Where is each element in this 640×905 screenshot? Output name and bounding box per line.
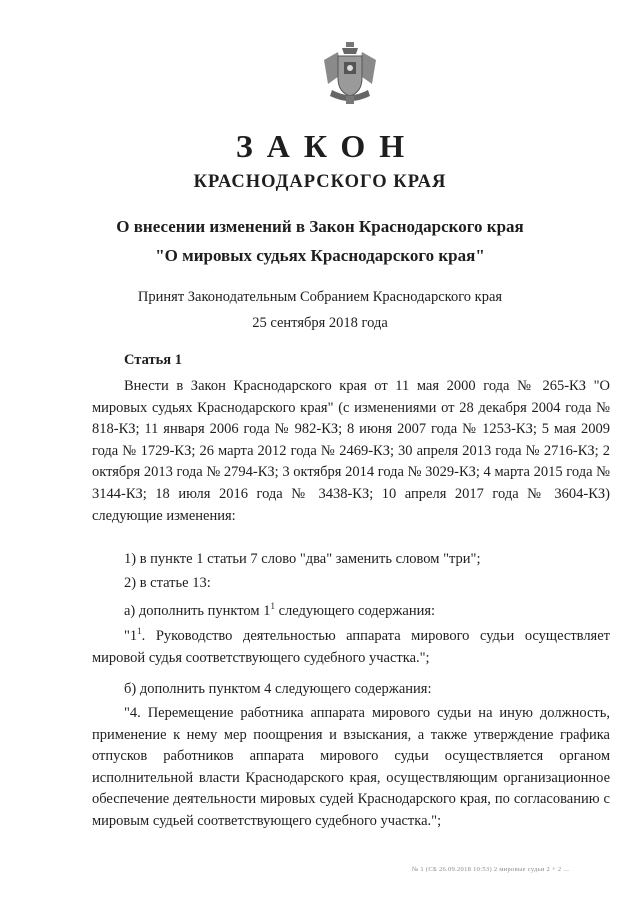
law-subject-line-1: О внесении изменений в Закон Краснодарского края [116,217,524,236]
krasnodar-coat-of-arms-icon [318,40,382,106]
document-region: КРАСНОДАРСКОГО КРАЯ [193,172,447,192]
paragraph-item-b: б) дополнить пунктом 4 следующего содержания: [124,681,432,697]
article-heading: Статья 1 [124,352,182,368]
law-subject-line-2: "О мировых судьях Краснодарского края" [155,246,485,265]
paragraph-item-1: 1) в пункте 1 статьи 7 слово "два" заменить словом "три"; [124,551,481,567]
document-title: ЗАКОН [235,128,419,164]
paragraph-amendment-intro: Внести в Закон Краснодарского края от 11 мая 2000 года № 265-КЗ "О мировых судьях Краснодарского края" (с изменениями от 28 декабря 2004 года № 818-КЗ; 11 января 2006 года № 982-КЗ; 8 июня 2007 года № 1253-КЗ; 5 мая 2009 года № 1729-КЗ; 26 марта 2012 года № 2469-КЗ; 30 апреля 2013 года № 2716-КЗ; 2 октября 2013 года № 2794-КЗ; 3 октября 2014 года № 3029-КЗ; 4 марта 2015 года № 3144-КЗ; 18 июля 2016 года № 3438-КЗ; 10 апреля 2017 года № 3604-КЗ) следующие изменения: [92,378,610,524]
paragraph-item-2: 2) в статье 13: [124,575,211,591]
adoption-date: 25 сентября 2018 года [252,315,388,331]
adoption-note: Принят Законодательным Собранием Краснодарского края [137,289,503,305]
paragraph-point-1-1: "$1^1$. Руководство деятельностью аппарата мирового судьи осуществляет мировой судья соответствующего судебного участка."; [92,626,610,666]
paragraph-item-a: а) дополнить пунктом $1^1$ следующего содержания: [124,601,436,619]
paragraph-point-4: "4. Перемещение работника аппарата мирового судьи на иную должность, применение к нему мер поощрения и взыскания, а также утверждение графика отпусков работников аппарата мирового судьи осуществляется органом исполнительной власти Краснодарского края, осуществляющим организационное обеспечение деятельности мировых судей Краснодарского края, по согласованию с мировым судьей соответствующего судебного участка."; [92,705,610,829]
footer-file-stamp: № 1 (СБ 26.09.2018 10:53) 2 мировые судьи 2 + 2 ... [412,866,570,873]
